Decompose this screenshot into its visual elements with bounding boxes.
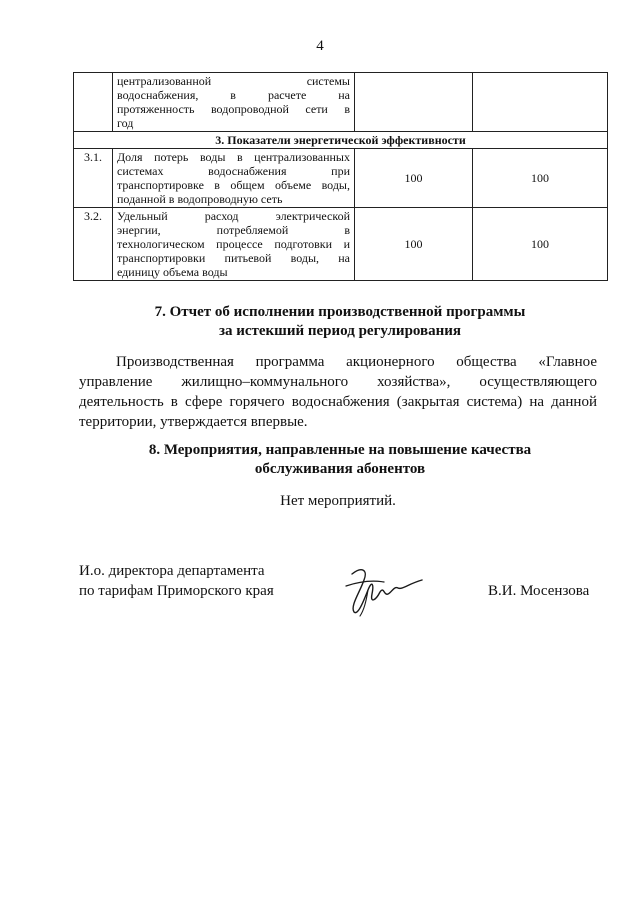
row-value-2: 100 xyxy=(473,208,608,281)
handwritten-signature xyxy=(338,560,428,620)
no-activities-text: Нет мероприятий. xyxy=(280,493,396,509)
row-value-1: 100 xyxy=(355,208,473,281)
table-row xyxy=(74,73,608,132)
indicators-table xyxy=(73,72,608,281)
table-cell-value xyxy=(473,73,608,132)
page-number: 4 xyxy=(316,38,324,54)
row-number: 3.2. xyxy=(74,208,113,281)
signatory-name: В.И. Мосензова xyxy=(488,583,590,599)
row-description: Доля потерь воды в централизованных системах водоснабжения при транспортировке в общем объеме воды, поданной в водопроводную сеть xyxy=(113,149,355,208)
section-7-paragraph: Производственная программа акционерного общества «Главное управление жилищно–коммунального хозяйства», осуществляющего деятельность в сфере горячего водоснабжения (закрытая система) на данной территории, утверждается впервые. xyxy=(79,354,597,430)
table-section-row xyxy=(74,132,608,149)
table-row xyxy=(74,208,608,281)
signatory-position: И.о. директора департамента по тарифам Приморского края xyxy=(79,563,274,599)
section-7-heading: 7. Отчет об исполнении производственной программы за истекший период регулирования xyxy=(154,304,526,339)
row-value-2: 100 xyxy=(473,149,608,208)
row-description: Удельный расход электрической энергии, потребляемой в технологическом процессе подготовки и транспортировки питьевой воды, на единицу объема воды xyxy=(113,208,355,281)
table-cell-value xyxy=(355,73,473,132)
section-8-heading: 8. Мероприятия, направленные на повышение качества обслуживания абонентов xyxy=(148,442,532,477)
table-row xyxy=(74,149,608,208)
row-value-1: 100 xyxy=(355,149,473,208)
table-cell-desc: централизованной системы водоснабжения, в расчете на протяженность водопроводной сети в год xyxy=(113,73,355,132)
row-number: 3.1. xyxy=(74,149,113,208)
section-title: 3. Показатели энергетической эффективности xyxy=(74,132,608,149)
table-cell-num xyxy=(74,73,113,132)
